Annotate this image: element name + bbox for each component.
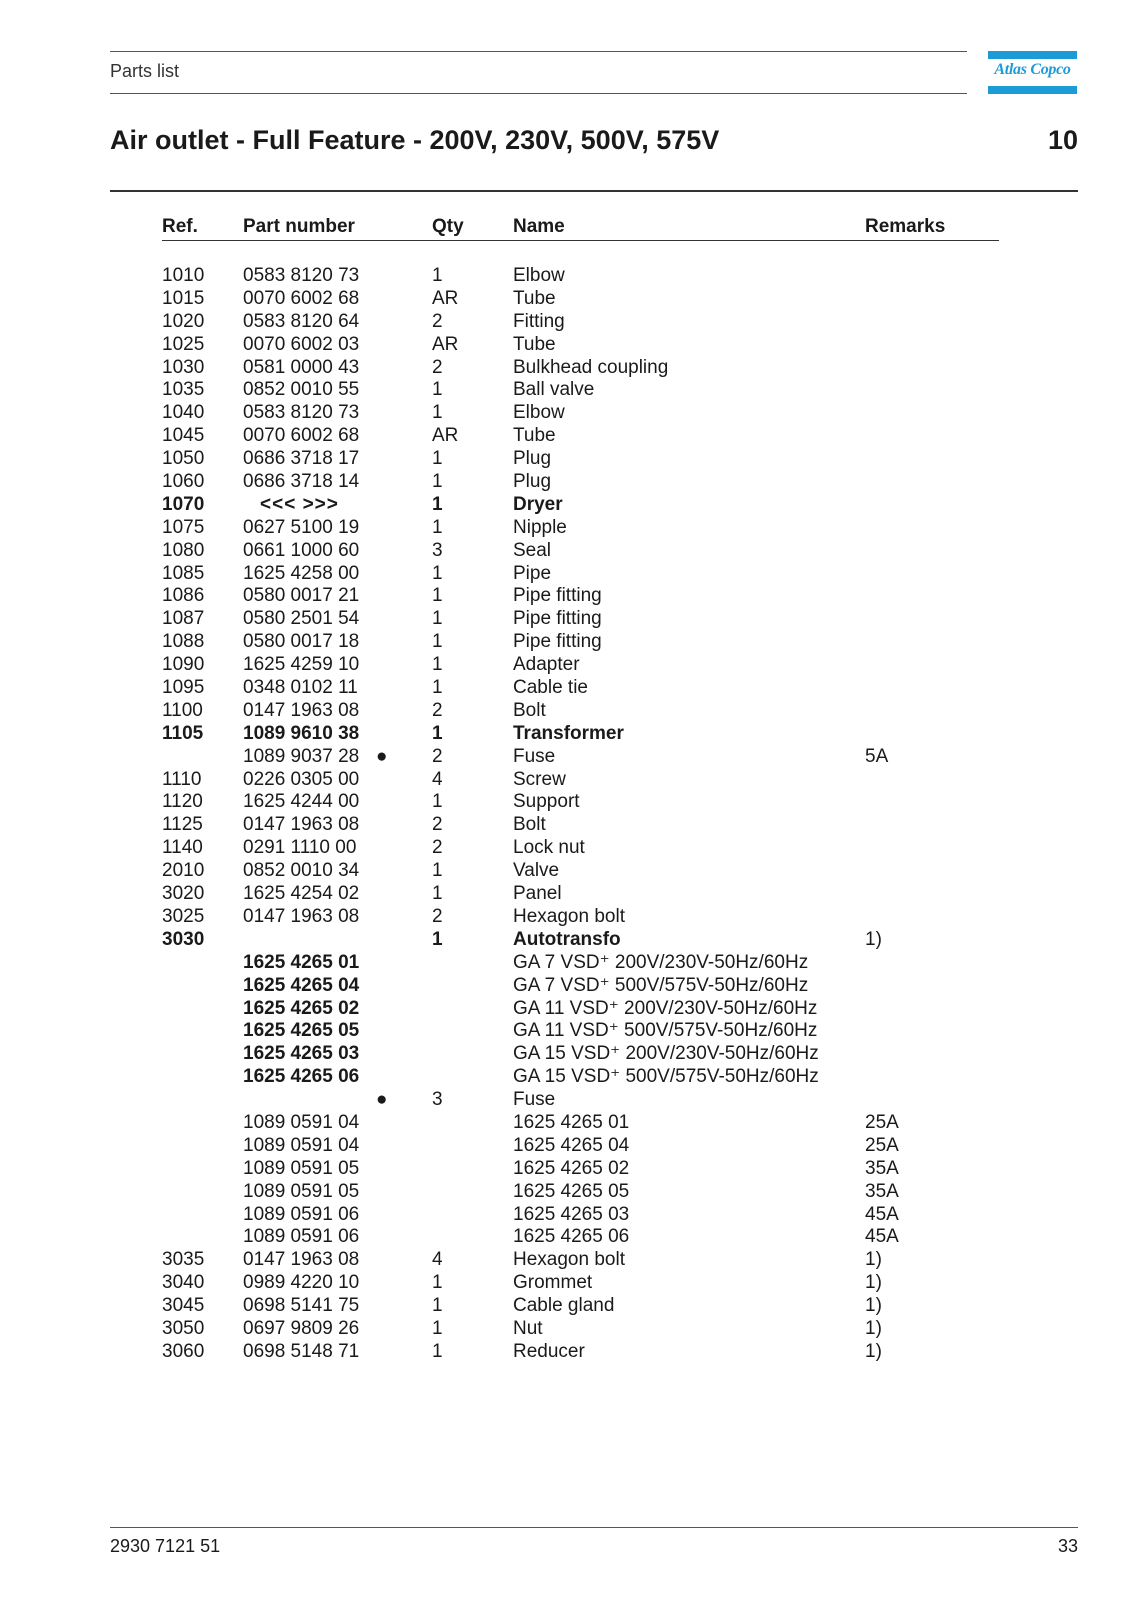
table-row bbox=[0, 288, 1131, 311]
qty-cell: 3 bbox=[432, 539, 443, 561]
ref-cell: 1100 bbox=[162, 699, 203, 721]
ref-cell: 1080 bbox=[162, 539, 205, 561]
qty-cell: AR bbox=[432, 287, 459, 309]
remarks-cell: 5A bbox=[865, 745, 889, 767]
remarks-cell: 45A bbox=[865, 1226, 899, 1248]
part-number-cell: 1089 0591 04 bbox=[243, 1134, 360, 1156]
qty-cell: 1 bbox=[432, 1272, 443, 1294]
part-number-cell: 1625 4244 00 bbox=[243, 791, 360, 813]
remarks-cell: 1) bbox=[865, 1295, 882, 1317]
table-row bbox=[0, 700, 1131, 723]
part-number-cell: 0147 1963 08 bbox=[243, 1249, 360, 1271]
logo-wordmark: Atlas Copco bbox=[994, 61, 1071, 78]
name-cell: Cable gland bbox=[513, 1295, 615, 1317]
qty-cell: 1 bbox=[432, 402, 443, 424]
ref-cell: 1050 bbox=[162, 448, 205, 470]
qty-cell: 1 bbox=[432, 1295, 443, 1317]
remarks-cell: 1) bbox=[865, 1249, 882, 1271]
ref-cell: 1075 bbox=[162, 516, 205, 538]
table-row bbox=[0, 448, 1131, 471]
part-number-cell: 0147 1963 08 bbox=[243, 814, 360, 836]
part-number-cell: 0583 8120 73 bbox=[243, 265, 360, 286]
header-rule-top bbox=[110, 51, 967, 52]
ref-cell: 1035 bbox=[162, 379, 205, 401]
table-row bbox=[0, 1066, 1131, 1089]
qty-cell: 1 bbox=[432, 448, 443, 470]
name-cell: Fitting bbox=[513, 310, 565, 332]
qty-cell: 2 bbox=[432, 745, 443, 767]
qty-cell: 1 bbox=[432, 1317, 443, 1339]
ref-cell: 1088 bbox=[162, 631, 205, 653]
name-cell: Nipple bbox=[513, 516, 567, 538]
spare-part-dot-icon: ● bbox=[376, 745, 388, 767]
ref-cell: 1087 bbox=[162, 608, 205, 630]
part-number-cell: 1089 9610 38 bbox=[243, 722, 360, 744]
name-cell: Bolt bbox=[513, 814, 546, 836]
name-cell: Plug bbox=[513, 448, 552, 470]
qty-cell: 1 bbox=[432, 516, 443, 538]
qty-cell: 1 bbox=[432, 860, 443, 882]
table-row bbox=[0, 540, 1131, 563]
section-label: Parts list bbox=[110, 61, 180, 81]
qty-cell: 1 bbox=[432, 677, 443, 699]
table-row bbox=[0, 769, 1131, 792]
table-row bbox=[0, 471, 1131, 494]
name-cell: Tube bbox=[513, 287, 556, 309]
qty-cell: 2 bbox=[432, 310, 443, 332]
name-cell: Elbow bbox=[513, 402, 565, 424]
name-cell: Fuse bbox=[513, 745, 556, 767]
part-number-cell: 1625 4265 05 bbox=[243, 1020, 360, 1042]
table-row bbox=[0, 1020, 1131, 1043]
ref-cell: 3060 bbox=[162, 1340, 205, 1362]
part-number-cell: 1089 0591 06 bbox=[243, 1226, 360, 1248]
part-number-cell: 1089 0591 05 bbox=[243, 1157, 360, 1179]
table-row bbox=[0, 837, 1131, 860]
ref-cell: 3035 bbox=[162, 1249, 205, 1271]
table-row bbox=[0, 654, 1131, 677]
name-cell: Ball valve bbox=[513, 379, 595, 401]
qty-cell: AR bbox=[432, 333, 459, 355]
qty-cell: 1 bbox=[432, 631, 443, 653]
ref-cell: 3025 bbox=[162, 905, 205, 927]
ref-cell: 1010 bbox=[162, 265, 205, 286]
table-row bbox=[0, 929, 1131, 952]
part-number-cell: 1089 9037 28 bbox=[243, 745, 360, 767]
part-number-cell: 1625 4254 02 bbox=[243, 883, 360, 905]
part-number-cell: 0580 0017 18 bbox=[243, 631, 360, 653]
part-number-cell: 0147 1963 08 bbox=[243, 905, 360, 927]
part-number-cell: 1625 4265 04 bbox=[243, 974, 360, 996]
section-number: 10 bbox=[1047, 125, 1078, 155]
name-cell: Seal bbox=[513, 539, 552, 561]
table-row bbox=[0, 860, 1131, 883]
part-number-cell: 0698 5148 71 bbox=[243, 1340, 360, 1362]
qty-cell: 1 bbox=[432, 585, 443, 607]
name-cell: Autotransfo bbox=[513, 928, 621, 950]
part-number-cell: 1625 4265 01 bbox=[243, 951, 360, 973]
table-row bbox=[0, 425, 1131, 448]
name-cell: GA 15 VSD⁺ 200V/230V-50Hz/60Hz bbox=[513, 1043, 819, 1065]
name-cell: Dryer bbox=[513, 493, 563, 515]
header-rule-bottom bbox=[110, 93, 967, 94]
ref-cell: 1030 bbox=[162, 356, 205, 378]
table-row bbox=[0, 746, 1131, 769]
table-row bbox=[0, 1158, 1131, 1181]
table-row bbox=[0, 791, 1131, 814]
logo-bar-top bbox=[988, 51, 1077, 59]
table-row bbox=[0, 357, 1131, 380]
name-cell: 1625 4265 01 bbox=[513, 1111, 630, 1133]
name-cell: Fuse bbox=[513, 1089, 556, 1111]
name-cell: Tube bbox=[513, 333, 556, 355]
part-number-cell: 0698 5141 75 bbox=[243, 1295, 360, 1317]
table-row bbox=[0, 1043, 1131, 1066]
qty-cell: 4 bbox=[432, 1249, 443, 1271]
part-number-cell: 0583 8120 64 bbox=[243, 310, 360, 332]
qty-cell: 1 bbox=[432, 883, 443, 905]
page-title: Air outlet - Full Feature - 200V, 230V, 500V, 575V bbox=[110, 125, 720, 155]
part-number-cell: <<< >>> bbox=[260, 493, 339, 515]
ref-cell: 1140 bbox=[162, 837, 203, 859]
part-number-cell: 1089 0591 04 bbox=[243, 1111, 360, 1133]
table-row bbox=[0, 585, 1131, 608]
table-row bbox=[0, 1089, 1131, 1112]
part-number-cell: 0070 6002 68 bbox=[243, 287, 360, 309]
ref-cell: 1025 bbox=[162, 333, 205, 355]
name-cell: 1625 4265 04 bbox=[513, 1134, 630, 1156]
name-cell: Tube bbox=[513, 425, 556, 447]
title-rule bbox=[110, 190, 1078, 192]
part-number-cell: 1089 0591 05 bbox=[243, 1180, 360, 1202]
column-header-name: Name bbox=[513, 216, 565, 237]
qty-cell: 1 bbox=[432, 722, 443, 744]
name-cell: Lock nut bbox=[513, 837, 585, 859]
table-row bbox=[0, 1204, 1131, 1227]
name-cell: Pipe fitting bbox=[513, 631, 602, 653]
document-number: 2930 7121 51 bbox=[110, 1536, 221, 1556]
qty-cell: 1 bbox=[432, 562, 443, 584]
name-cell: Bolt bbox=[513, 699, 546, 721]
part-number-cell: 1625 4265 03 bbox=[243, 1043, 360, 1065]
parts-table bbox=[0, 265, 1131, 1364]
ref-cell: 1110 bbox=[162, 768, 202, 790]
qty-cell: 1 bbox=[432, 608, 443, 630]
part-number-cell: 0697 9809 26 bbox=[243, 1317, 360, 1339]
name-cell: 1625 4265 03 bbox=[513, 1203, 630, 1225]
part-number-cell: 1625 4265 06 bbox=[243, 1066, 360, 1088]
name-cell: Pipe bbox=[513, 562, 552, 584]
part-number-cell: 0686 3718 17 bbox=[243, 448, 360, 470]
qty-cell: 2 bbox=[432, 814, 443, 836]
ref-cell: 3050 bbox=[162, 1317, 205, 1339]
column-header-rule bbox=[162, 240, 999, 241]
table-row bbox=[0, 334, 1131, 357]
brand-logo bbox=[988, 51, 1077, 94]
ref-cell: 1120 bbox=[162, 791, 203, 813]
ref-cell: 1060 bbox=[162, 471, 205, 493]
table-row bbox=[0, 402, 1131, 425]
qty-cell: AR bbox=[432, 425, 459, 447]
part-number-cell: 0581 0000 43 bbox=[243, 356, 360, 378]
name-cell: Reducer bbox=[513, 1340, 585, 1362]
name-cell: Valve bbox=[513, 860, 560, 882]
qty-cell: 2 bbox=[432, 699, 443, 721]
name-cell: Nut bbox=[513, 1317, 543, 1339]
name-cell: GA 15 VSD⁺ 500V/575V-50Hz/60Hz bbox=[513, 1066, 819, 1088]
table-row bbox=[0, 1226, 1131, 1249]
remarks-cell: 1) bbox=[865, 1340, 882, 1362]
qty-cell: 1 bbox=[432, 265, 443, 286]
table-row bbox=[0, 1341, 1131, 1364]
remarks-cell: 35A bbox=[865, 1157, 899, 1179]
qty-cell: 2 bbox=[432, 905, 443, 927]
ref-cell: 3045 bbox=[162, 1295, 205, 1317]
table-row bbox=[0, 906, 1131, 929]
remarks-cell: 35A bbox=[865, 1180, 899, 1202]
column-header-remarks: Remarks bbox=[865, 216, 946, 237]
logo-bar-bottom bbox=[988, 86, 1077, 94]
part-number-cell: 0291 1110 00 bbox=[243, 837, 357, 859]
name-cell: Hexagon bolt bbox=[513, 1249, 625, 1271]
name-cell: Adapter bbox=[513, 654, 580, 676]
ref-cell: 1020 bbox=[162, 310, 205, 332]
part-number-cell: 0583 8120 73 bbox=[243, 402, 360, 424]
table-row bbox=[0, 1272, 1131, 1295]
part-number-cell: 1625 4259 10 bbox=[243, 654, 360, 676]
name-cell: GA 11 VSD⁺ 500V/575V-50Hz/60Hz bbox=[513, 1020, 818, 1042]
remarks-cell: 1) bbox=[865, 1272, 882, 1294]
name-cell: GA 11 VSD⁺ 200V/230V-50Hz/60Hz bbox=[513, 997, 818, 1019]
ref-cell: 1105 bbox=[162, 722, 204, 744]
table-row bbox=[0, 975, 1131, 998]
name-cell: 1625 4265 06 bbox=[513, 1226, 630, 1248]
part-number-cell: 0147 1963 08 bbox=[243, 699, 360, 721]
table-row bbox=[0, 1295, 1131, 1318]
table-row bbox=[0, 883, 1131, 906]
name-cell: Panel bbox=[513, 883, 562, 905]
table-row bbox=[0, 379, 1131, 402]
part-number-cell: 0852 0010 34 bbox=[243, 860, 360, 882]
column-header-ref: Ref. bbox=[162, 216, 198, 237]
part-number-cell: 0627 5100 19 bbox=[243, 516, 360, 538]
ref-cell: 1125 bbox=[162, 814, 203, 836]
qty-cell: 2 bbox=[432, 356, 443, 378]
part-number-cell: 0661 1000 60 bbox=[243, 539, 360, 561]
qty-cell: 1 bbox=[432, 928, 443, 950]
table-row bbox=[0, 631, 1131, 654]
qty-cell: 2 bbox=[432, 837, 443, 859]
table-row bbox=[0, 723, 1131, 746]
qty-cell: 1 bbox=[432, 493, 443, 515]
name-cell: Plug bbox=[513, 471, 552, 493]
remarks-cell: 1) bbox=[865, 928, 882, 950]
name-cell: Support bbox=[513, 791, 580, 813]
name-cell: Cable tie bbox=[513, 677, 588, 699]
ref-cell: 1045 bbox=[162, 425, 205, 447]
ref-cell: 1085 bbox=[162, 562, 205, 584]
part-number-cell: 0580 2501 54 bbox=[243, 608, 360, 630]
table-row bbox=[0, 952, 1131, 975]
footer-rule bbox=[110, 1527, 1078, 1528]
table-row bbox=[0, 265, 1131, 288]
ref-cell: 3020 bbox=[162, 883, 205, 905]
qty-cell: 1 bbox=[432, 1340, 443, 1362]
part-number-cell: 1089 0591 06 bbox=[243, 1203, 360, 1225]
name-cell: Transformer bbox=[513, 722, 624, 744]
remarks-cell: 1) bbox=[865, 1317, 882, 1339]
table-row bbox=[0, 494, 1131, 517]
table-row bbox=[0, 608, 1131, 631]
part-number-cell: 1625 4265 02 bbox=[243, 997, 360, 1019]
qty-cell: 1 bbox=[432, 379, 443, 401]
table-row bbox=[0, 814, 1131, 837]
column-header-part-number: Part number bbox=[243, 216, 355, 237]
qty-cell: 1 bbox=[432, 654, 443, 676]
page-number: 33 bbox=[1057, 1536, 1078, 1556]
part-number-cell: 0226 0305 00 bbox=[243, 768, 360, 790]
ref-cell: 2010 bbox=[162, 860, 205, 882]
table-row bbox=[0, 1318, 1131, 1341]
qty-cell: 4 bbox=[432, 768, 443, 790]
name-cell: Bulkhead coupling bbox=[513, 356, 669, 378]
column-header-qty: Qty bbox=[432, 216, 464, 237]
part-number-cell: 0070 6002 03 bbox=[243, 333, 360, 355]
table-row bbox=[0, 677, 1131, 700]
table-row bbox=[0, 563, 1131, 586]
ref-cell: 1070 bbox=[162, 493, 205, 515]
table-row bbox=[0, 1112, 1131, 1135]
name-cell: Hexagon bolt bbox=[513, 905, 625, 927]
qty-cell: 1 bbox=[432, 791, 443, 813]
name-cell: 1625 4265 05 bbox=[513, 1180, 630, 1202]
name-cell: Screw bbox=[513, 768, 566, 790]
part-number-cell: 0852 0010 55 bbox=[243, 379, 360, 401]
name-cell: Grommet bbox=[513, 1272, 593, 1294]
name-cell: Elbow bbox=[513, 265, 565, 286]
part-number-cell: 1625 4258 00 bbox=[243, 562, 360, 584]
ref-cell: 1040 bbox=[162, 402, 205, 424]
ref-cell: 1095 bbox=[162, 677, 205, 699]
name-cell: GA 7 VSD⁺ 500V/575V-50Hz/60Hz bbox=[513, 974, 809, 996]
table-row bbox=[0, 1249, 1131, 1272]
name-cell: 1625 4265 02 bbox=[513, 1157, 630, 1179]
ref-cell: 3040 bbox=[162, 1272, 205, 1294]
qty-cell: 3 bbox=[432, 1089, 443, 1111]
name-cell: Pipe fitting bbox=[513, 608, 602, 630]
part-number-cell: 0686 3718 14 bbox=[243, 471, 360, 493]
table-row bbox=[0, 517, 1131, 540]
remarks-cell: 45A bbox=[865, 1203, 899, 1225]
part-number-cell: 0989 4220 10 bbox=[243, 1272, 360, 1294]
table-row bbox=[0, 1135, 1131, 1158]
ref-cell: 1086 bbox=[162, 585, 205, 607]
part-number-cell: 0070 6002 68 bbox=[243, 425, 360, 447]
name-cell: GA 7 VSD⁺ 200V/230V-50Hz/60Hz bbox=[513, 951, 809, 973]
remarks-cell: 25A bbox=[865, 1111, 899, 1133]
qty-cell: 1 bbox=[432, 471, 443, 493]
part-number-cell: 0580 0017 21 bbox=[243, 585, 360, 607]
table-row bbox=[0, 311, 1131, 334]
remarks-cell: 25A bbox=[865, 1134, 899, 1156]
spare-part-dot-icon: ● bbox=[376, 1089, 388, 1111]
ref-cell: 1090 bbox=[162, 654, 205, 676]
part-number-cell: 0348 0102 11 bbox=[243, 677, 358, 699]
table-row bbox=[0, 998, 1131, 1021]
table-row bbox=[0, 1181, 1131, 1204]
name-cell: Pipe fitting bbox=[513, 585, 602, 607]
ref-cell: 3030 bbox=[162, 928, 205, 950]
ref-cell: 1015 bbox=[162, 287, 205, 309]
